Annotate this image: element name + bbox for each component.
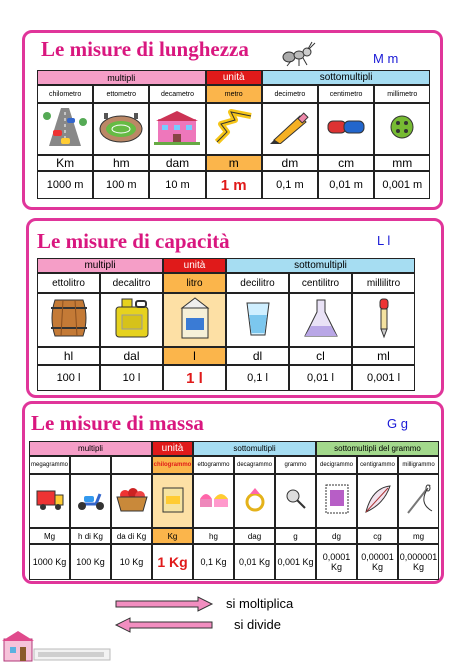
unit-value xyxy=(29,544,70,580)
unit-picture xyxy=(398,474,439,528)
unit-name xyxy=(352,273,415,293)
unit-picture xyxy=(37,103,93,155)
unit-symbol xyxy=(37,347,100,365)
unit-value xyxy=(316,544,357,580)
unit-picture xyxy=(226,293,289,347)
cell-text: centigrammo xyxy=(360,462,395,468)
header-sottomultipli xyxy=(193,441,316,456)
unit-symbol xyxy=(100,347,163,365)
multiply-label: si moltiplica xyxy=(226,596,294,611)
unit-value xyxy=(234,544,275,580)
length-title: Le misure di lunghezza xyxy=(41,37,249,61)
cell-text: 0,001 Kg xyxy=(277,557,314,567)
cell-text: 0,0001 Kg xyxy=(322,552,351,572)
cell-text: 100 l xyxy=(56,372,81,384)
unit-picture xyxy=(234,474,275,528)
unit-symbol xyxy=(262,155,318,171)
cell-text: millimetro xyxy=(387,90,418,98)
cell-text: grammo xyxy=(284,462,307,468)
header-unita xyxy=(206,70,262,85)
unit-value xyxy=(226,365,289,391)
feather-icon xyxy=(362,482,394,521)
header-multipli xyxy=(37,70,206,85)
unit-name xyxy=(29,456,70,474)
cell-text: dm xyxy=(281,156,299,170)
unit-name xyxy=(193,456,234,474)
unit-name xyxy=(226,273,289,293)
unit-value xyxy=(289,365,352,391)
glass-icon xyxy=(241,299,275,342)
cell-text: m xyxy=(228,156,239,170)
cell-text: dal xyxy=(123,349,140,363)
cell-text: hm xyxy=(112,156,130,170)
unit-value xyxy=(275,544,316,580)
unit-symbol xyxy=(357,528,398,544)
cell-text: decametro xyxy=(160,90,195,98)
unit-symbol xyxy=(93,155,149,171)
cell-text: dam xyxy=(165,156,190,170)
header-sottomultipli xyxy=(262,70,431,85)
stamp-icon xyxy=(323,482,351,521)
header-multipli xyxy=(29,441,152,456)
capacity-title: Le misure di capacità xyxy=(37,229,230,253)
cars-road-icon xyxy=(43,108,87,151)
cell-text: 0,001 l xyxy=(366,372,401,384)
unit-name xyxy=(275,456,316,474)
unit-name xyxy=(100,273,163,293)
site-logo xyxy=(2,629,112,663)
cell-text: 1 Kg xyxy=(157,554,188,570)
cell-text: da di Kg xyxy=(116,531,147,541)
unit-symbol xyxy=(316,528,357,544)
cell-text: ettolitro xyxy=(52,277,85,289)
cell-text: 100 m xyxy=(105,179,137,191)
cell-text: sottomultipli del grammo xyxy=(334,444,421,453)
cell-text: centilitro xyxy=(301,277,340,289)
unit-value xyxy=(206,171,262,199)
cell-text: Kg xyxy=(167,531,178,541)
unit-picture xyxy=(193,474,234,528)
cell-text: g xyxy=(293,531,298,541)
unit-symbol xyxy=(193,528,234,544)
cell-text: centimetro xyxy=(329,90,363,98)
unit-symbol xyxy=(111,528,152,544)
ring-icon xyxy=(243,486,267,517)
cell-text: millilitro xyxy=(366,277,401,289)
unit-value xyxy=(318,171,374,199)
unit-symbol xyxy=(163,347,226,365)
unit-name xyxy=(316,456,357,474)
needle-icon xyxy=(404,481,434,522)
unit-name xyxy=(152,456,193,474)
length-letters: M m xyxy=(373,51,399,66)
cell-text: l xyxy=(193,349,196,363)
unit-name xyxy=(357,456,398,474)
unit-name xyxy=(289,273,352,293)
cell-text: 0,1 l xyxy=(247,372,268,384)
unit-picture xyxy=(289,293,352,347)
length-panel xyxy=(22,30,443,210)
cell-text: sottomultipli xyxy=(319,72,373,83)
unit-value xyxy=(152,544,193,580)
unit-picture xyxy=(352,293,415,347)
eraser-icon xyxy=(326,115,366,144)
cell-text: 0,01 l xyxy=(307,372,334,384)
cell-text: unità xyxy=(183,260,206,271)
pencil-icon xyxy=(268,110,312,149)
unit-picture xyxy=(37,293,100,347)
cell-text: dl xyxy=(252,349,263,363)
cell-text: chilometro xyxy=(48,90,82,98)
unit-symbol xyxy=(374,155,430,171)
unit-picture xyxy=(29,474,70,528)
stadium-icon xyxy=(98,109,144,150)
truck-icon xyxy=(35,485,65,518)
cell-text: 100 Kg xyxy=(76,557,105,567)
scooter-icon xyxy=(76,486,106,517)
unit-value xyxy=(374,171,430,199)
cell-text: Km xyxy=(56,156,75,170)
cell-text: cg xyxy=(373,531,382,541)
unit-name xyxy=(149,85,205,103)
jerrycan-icon xyxy=(112,297,152,344)
button-icon xyxy=(389,114,415,145)
cell-text: chilogrammo xyxy=(153,462,192,468)
cell-text: multipli xyxy=(107,72,136,83)
unit-symbol xyxy=(226,347,289,365)
unit-picture xyxy=(149,103,205,155)
cell-text: Mg xyxy=(43,531,56,541)
cell-text: 1 m xyxy=(220,176,247,194)
unit-symbol xyxy=(318,155,374,171)
cell-text: milligrammo xyxy=(402,462,435,468)
cell-text: metro xyxy=(224,90,243,98)
unit-symbol xyxy=(234,528,275,544)
unit-value xyxy=(398,544,439,580)
cell-text: decagrammo xyxy=(236,462,272,468)
dropper-icon xyxy=(369,297,399,344)
cell-text: 0,1 m xyxy=(276,179,304,191)
unit-value xyxy=(37,171,93,199)
unit-picture xyxy=(163,293,226,347)
unit-picture xyxy=(275,474,316,528)
cell-text: sottomultipli xyxy=(294,260,347,271)
ant-icon xyxy=(279,41,319,72)
header-multipli xyxy=(37,258,163,273)
unit-symbol xyxy=(289,347,352,365)
unit-name xyxy=(398,456,439,474)
unit-picture xyxy=(318,103,374,155)
header-sottomultipli-grammo xyxy=(316,441,439,456)
flask-icon xyxy=(303,298,339,343)
divide-label: si divide xyxy=(234,617,281,632)
header-sottomultipli xyxy=(226,258,415,273)
building-icon xyxy=(154,109,200,150)
header-unita xyxy=(163,258,226,273)
cell-text: h di Kg xyxy=(78,531,103,541)
unit-symbol xyxy=(275,528,316,544)
mass-title: Le misure di massa xyxy=(31,411,204,435)
cell-text: decimetro xyxy=(274,90,306,98)
unit-picture xyxy=(262,103,318,155)
unit-symbol xyxy=(206,155,262,171)
unit-name xyxy=(37,85,93,103)
cell-text: megagrammo xyxy=(30,462,68,468)
cell-text: ettometro xyxy=(106,90,137,98)
unit-name xyxy=(374,85,430,103)
unit-picture xyxy=(374,103,430,155)
unit-value xyxy=(37,365,100,391)
unit-name xyxy=(111,456,152,474)
cell-text: 1000 m xyxy=(46,179,84,191)
cell-text: 0,1 Kg xyxy=(200,557,227,567)
unit-symbol xyxy=(352,347,415,365)
unit-picture xyxy=(100,293,163,347)
unit-name xyxy=(163,273,226,293)
cell-text: 1 l xyxy=(186,369,203,387)
cell-text: 10 m xyxy=(165,179,190,191)
cell-text: litro xyxy=(186,277,203,289)
cell-text: 0,01 m xyxy=(329,179,363,191)
header-unita xyxy=(152,441,193,456)
unit-symbol xyxy=(70,528,111,544)
cell-text: 10 Kg xyxy=(119,557,144,567)
cell-text: multipli xyxy=(78,444,103,453)
unit-value xyxy=(100,365,163,391)
cell-text: dag xyxy=(247,531,262,541)
capacity-letters: L l xyxy=(377,233,391,248)
unit-value xyxy=(262,171,318,199)
cell-text: unità xyxy=(222,72,245,83)
cell-text: decalitro xyxy=(112,277,151,289)
unit-picture xyxy=(93,103,149,155)
unit-value xyxy=(163,365,226,391)
unit-symbol xyxy=(152,528,193,544)
unit-value xyxy=(111,544,152,580)
cell-text: ml xyxy=(377,349,390,363)
unit-name xyxy=(318,85,374,103)
unit-symbol xyxy=(398,528,439,544)
unit-name xyxy=(262,85,318,103)
cell-text: mg xyxy=(412,531,425,541)
cell-text: decilitro xyxy=(240,277,275,289)
sugar-bag-icon xyxy=(159,484,187,519)
multiply-arrow-icon xyxy=(114,596,214,617)
unit-value xyxy=(193,544,234,580)
unit-name xyxy=(93,85,149,103)
milk-carton-icon xyxy=(178,296,212,345)
cell-text: ettogrammo xyxy=(197,462,230,468)
pin-icon xyxy=(285,488,307,515)
cell-text: hl xyxy=(63,349,74,363)
cell-text: decigrammo xyxy=(319,462,353,468)
unit-picture xyxy=(206,103,262,155)
unit-name xyxy=(37,273,100,293)
capacity-panel xyxy=(26,218,444,398)
cell-text: 0,001 m xyxy=(382,179,423,191)
cell-text: hg xyxy=(209,531,218,541)
unit-value xyxy=(352,365,415,391)
unit-value xyxy=(357,544,398,580)
cell-text: cl xyxy=(316,349,325,363)
unit-picture xyxy=(316,474,357,528)
cakes-icon xyxy=(198,487,230,516)
unit-name xyxy=(206,85,262,103)
cell-text: cm xyxy=(338,156,355,170)
unit-symbol xyxy=(29,528,70,544)
cell-text: 1000 Kg xyxy=(32,557,67,567)
cell-text: 0,00001 Kg xyxy=(361,552,394,572)
unit-name xyxy=(234,456,275,474)
unit-picture xyxy=(357,474,398,528)
unit-value xyxy=(93,171,149,199)
divide-arrow-icon xyxy=(114,617,214,638)
unit-value xyxy=(70,544,111,580)
mass-panel xyxy=(22,401,444,584)
unit-name xyxy=(70,456,111,474)
cell-text: unità xyxy=(161,443,184,454)
cell-text: 0,000001 Kg xyxy=(399,552,438,572)
folding-ruler-icon xyxy=(213,108,255,151)
fruit-basket-icon xyxy=(115,485,149,518)
cell-text: dg xyxy=(332,531,341,541)
cell-text: 10 l xyxy=(122,372,141,384)
mass-letters: G g xyxy=(387,416,408,431)
unit-picture xyxy=(111,474,152,528)
unit-picture xyxy=(70,474,111,528)
unit-symbol xyxy=(149,155,205,171)
unit-symbol xyxy=(37,155,93,171)
unit-picture xyxy=(152,474,193,528)
barrel-icon xyxy=(47,296,91,345)
cell-text: 0,01 Kg xyxy=(238,557,271,567)
cell-text: mm xyxy=(392,156,413,170)
cell-text: sottomultipli xyxy=(233,444,276,453)
cell-text: multipli xyxy=(84,260,116,271)
unit-value xyxy=(149,171,205,199)
